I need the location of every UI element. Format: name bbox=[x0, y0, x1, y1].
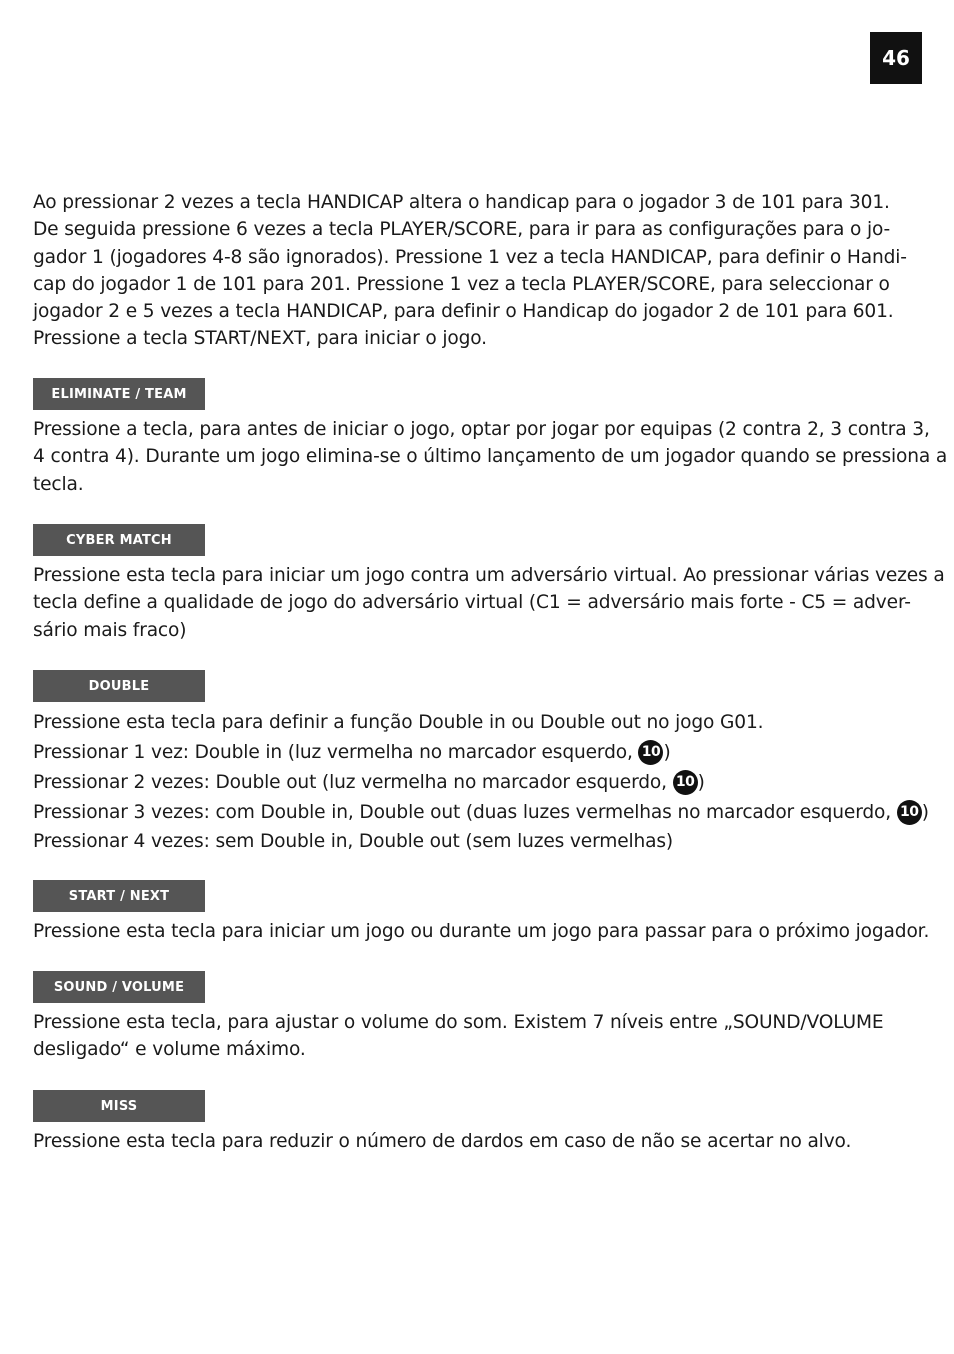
page-number: 46 bbox=[870, 32, 922, 84]
double-option-3 bbox=[33, 798, 929, 828]
text-line: Pressione a tecla START/NEXT, para iniciar o jogo. bbox=[33, 328, 487, 350]
section-label-sound-volume: SOUND / VOLUME bbox=[33, 971, 205, 1003]
text-line: Pressione esta tecla para iniciar um jogo ou durante um jogo para passar para o próximo jogador. bbox=[33, 921, 930, 942]
text-line: sário mais fraco) bbox=[33, 619, 187, 641]
text-line: Pressione esta tecla para definir a função Double in ou Double out no jogo G01. bbox=[33, 712, 764, 733]
text-line: gador 1 (jogadores 4-8 são ignorados). Pressione 1 vez a tecla HANDICAP, para definir o Handi- bbox=[33, 246, 907, 268]
eliminate-team-description bbox=[33, 416, 948, 498]
miss-description bbox=[33, 1128, 918, 1155]
sound-volume-description bbox=[33, 1009, 918, 1064]
double-option-4: Pressionar 4 vezes: sem Double in, Double out (sem luzes vermelhas) bbox=[33, 831, 674, 852]
text-line: tecla define a qualidade de jogo do adversário virtual (C1 = adversário mais forte - C5 = adver- bbox=[33, 592, 911, 614]
text-line: 4 contra 4). Durante um jogo elimina-se o último lançamento de um jogador quando se pressiona a bbox=[33, 446, 948, 468]
section-label-miss: MISS bbox=[33, 1090, 205, 1122]
option-text: Pressionar 2 vezes: Double out (luz vermelha no marcador esquerdo, bbox=[33, 772, 673, 793]
text-line: cap do jogador 1 de 101 para 201. Pressione 1 vez a tecla PLAYER/SCORE, para seleccionar o bbox=[33, 273, 890, 295]
section-label-cyber-match: CYBER MATCH bbox=[33, 524, 205, 556]
text-line: Pressione a tecla, para antes de iniciar o jogo, optar por jogar por equipas (2 contra 2, 3 contra 3, bbox=[33, 419, 930, 440]
circled-number-10-icon: 10 bbox=[897, 800, 922, 825]
text-line: tecla. bbox=[33, 473, 84, 495]
option-text: Pressionar 3 vezes: com Double in, Double out (duas luzes vermelhas no marcador esquerdo, bbox=[33, 802, 897, 823]
cyber-match-description bbox=[33, 562, 945, 644]
section-label-double: DOUBLE bbox=[33, 670, 205, 702]
section-label-eliminate-team: ELIMINATE / TEAM bbox=[33, 378, 205, 410]
text-line: Ao pressionar 2 vezes a tecla HANDICAP altera o handicap para o jogador 3 de 101 para 301. bbox=[33, 192, 890, 213]
text-line: De seguida pressione 6 vezes a tecla PLAYER/SCORE, para ir para as configurações para o jo- bbox=[33, 219, 891, 241]
text-line: Pressione esta tecla para iniciar um jogo contra um adversário virtual. Ao pressionar várias vezes a bbox=[33, 565, 945, 586]
text-line: Pressione esta tecla, para ajustar o volume do som. Existem 7 níveis entre „SOUND/VOLUME bbox=[33, 1012, 884, 1033]
circled-number-10-icon: 10 bbox=[673, 770, 698, 795]
closing-paren: ) bbox=[663, 742, 671, 763]
option-text: Pressionar 1 vez: Double in (luz vermelha no marcador esquerdo, bbox=[33, 742, 639, 763]
closing-paren: ) bbox=[697, 772, 705, 793]
double-description bbox=[33, 708, 929, 855]
circled-number-10-icon: 10 bbox=[638, 740, 663, 765]
text-line: Pressione esta tecla para reduzir o número de dardos em caso de não se acertar no alvo. bbox=[33, 1131, 852, 1152]
section-label-start-next: START / NEXT bbox=[33, 880, 205, 912]
double-option-2 bbox=[33, 768, 918, 798]
start-next-description bbox=[33, 918, 930, 945]
intro-paragraph bbox=[33, 189, 918, 353]
closing-paren: ) bbox=[921, 802, 929, 823]
text-line: jogador 2 e 5 vezes a tecla HANDICAP, para definir o Handicap do jogador 2 de 101 para 601. bbox=[33, 301, 894, 323]
double-option-1 bbox=[33, 738, 918, 768]
text-line: desligado“ e volume máximo. bbox=[33, 1039, 306, 1061]
